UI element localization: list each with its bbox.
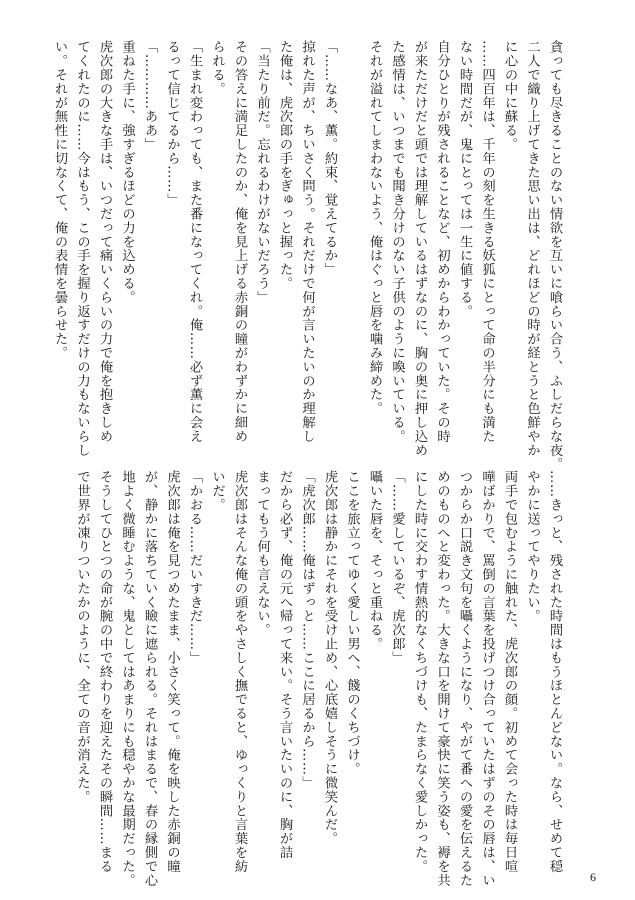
text-line: 「当たり前だ。忘れるわけがないだろう」 (254, 40, 270, 305)
text-line (340, 40, 363, 432)
text-line: いだ。 (209, 470, 225, 512)
text-line: で世界が凍りついたかのように、全ての音が消えた。 (74, 470, 90, 804)
text-line: 「虎次郎……俺はずっと……ここに居るから……」 (299, 470, 315, 790)
text-line: それが溢れてしまわないよう、俺はぐっと唇を噛み締めた。 (367, 40, 382, 416)
text-line: 「…………ああ」 (142, 40, 157, 152)
text-line: 嘩ばかりで、罵倒の言葉を投げつけ合っていたはずのその唇は、い (479, 470, 495, 887)
text-line: ……四百年は、千年の刻を生きる妖狐にとって命の半分にも満た (479, 40, 495, 444)
text-block-upper (52, 40, 565, 471)
text-line: 地よく微睡むような、鬼としてはあまりにも穏やかな最期だった。 (119, 470, 135, 887)
text-line: 両手で包むように触れた、虎次郎の顔。初めて会った時は毎日喧 (502, 470, 517, 874)
text-line: が、静かに落ちていく瞼に遮られる。それはまるで、春の縁側で心 (142, 470, 157, 887)
text-line: 虎次郎の大きな手は、いつだって痛いくらいの力で俺を抱きしめ (97, 40, 112, 444)
text-line: 「……なあ、薫。約束、覚えてるか」 (322, 40, 337, 277)
text-line: めのものへと変わった。大きな口を開けて豪快に笑う姿も、褥を共 (434, 470, 450, 887)
text-line: が来ただけだと頭では理解しているはずなのに、胸の奥に押し込め (412, 40, 427, 457)
text-line: 二人で織り上げてきた思い出は、どれほどの時が経とうと色鮮やか (524, 40, 540, 457)
text-line: 虎次郎は静かにそれを受け止め、心底嬉しそうに微笑んだ。 (322, 470, 337, 846)
text-line: 囁いた唇を、そっと重ねる。 (367, 470, 382, 651)
text-line: 「生まれ変わっても、また番になってくれ。俺……必ず薫に会え (187, 40, 202, 444)
text-line: 貪っても尽きることのない情欲を互いに喰らい合う、ふしだらな夜。 (547, 40, 562, 471)
text-line: 「かおる……だいすきだ……」 (187, 470, 202, 665)
text-block-lower (59, 470, 565, 887)
text-line: 掠れた声が、ちいさく問う。それだけで何が言いたいのか理解し (299, 40, 315, 444)
text-line: やかに送ってやりたい。 (524, 470, 540, 623)
page-number: 6 (590, 870, 596, 884)
text-line: てくれたのに……今はもう、この手を握り返すだけの力もないらし (74, 40, 90, 457)
text-line: 虎次郎は俺を見つめたまま、小さく笑って。俺を映した赤銅の瞳 (164, 470, 180, 874)
text-line: ……きっと、残された時間はもうほとんどない。なら、せめて穏 (547, 470, 562, 874)
text-line: られる。 (209, 40, 225, 96)
text-line: た俺は、虎次郎の手をぎゅっと握った。 (277, 40, 292, 291)
text-line: 自分ひとりが残されることなど、初めからわかっていた。その時 (434, 40, 450, 444)
text-line: 「……愛しているぞ、虎次郎」 (389, 470, 405, 665)
text-line: い。それが無性に切なくて、俺の表情を曇らせた。 (52, 40, 67, 360)
text-line: そうしてひとつの命が腕の中で終わりを迎えたその瞬間……まる (97, 470, 112, 874)
text-line: るって信じてるから……」 (164, 40, 180, 207)
text-line: まってもう何も言えない。 (254, 470, 270, 637)
text-line: ここを旅立ってゆく愛しい男へ、餞のくちづけ。 (344, 470, 360, 776)
text-line: ない時間だが、鬼にとっては一生に値する。 (457, 40, 472, 318)
text-line: だから必ず、俺の元へ帰って来い。そう言いたいのに、胸が詰 (277, 470, 292, 860)
text-line: その答えに満足したのか、俺を見上げる赤銅の瞳がわずかに細め (232, 40, 247, 444)
text-line: に心の中に蘇る。 (502, 40, 517, 152)
text-line: つからか口説き文句を囁くようになり、やがて番への愛を伝えるた (457, 470, 472, 887)
text-line: た感情は、いつまでも聞き分けのない子供のように喚いている。 (389, 40, 405, 444)
text-line: にした時に交わす情熱的なくちづけも、たまらなく愛しかった。 (412, 470, 427, 874)
text-line: 重ねた手に、強すぎるほどの力を込める。 (119, 40, 135, 305)
text-line: 虎次郎はそんな俺の頭をやさしく撫でると、ゆっくりと言葉を紡 (232, 470, 247, 874)
